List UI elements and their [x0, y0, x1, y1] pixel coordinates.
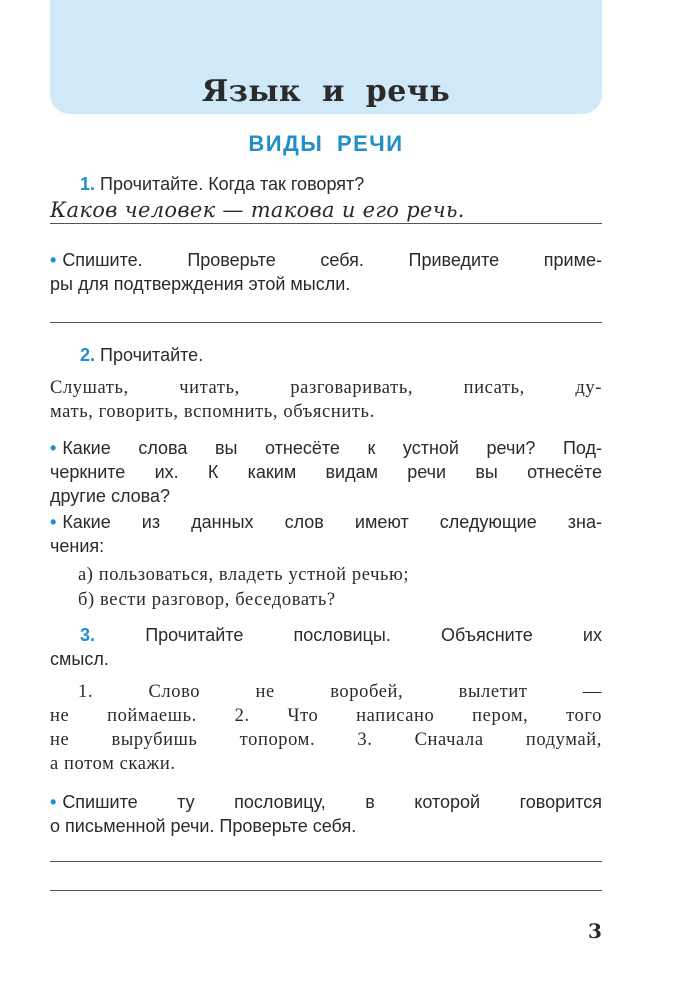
exercise-1-bullet-line-1 [50, 248, 602, 272]
exercise-1-prompt: Прочитайте. Когда так говорят? [100, 174, 365, 194]
exercise-3-prompt-1: Прочитайте пословицы. Объясните их [145, 625, 602, 645]
answer-rule-3 [50, 861, 602, 862]
exercise-2-question-2-line-2: чения: [50, 536, 105, 556]
bullet-icon: • [50, 250, 57, 270]
exercise-3-proverbs-line-2: не поймаешь. 2. Что написано пером, того [50, 706, 602, 726]
exercise-1-prompt-line [80, 172, 364, 196]
exercise-2-question-1-text-1: Какие слова вы отнесёте к устной речи? Под- [62, 438, 602, 458]
exercise-1-number: 1. [80, 174, 96, 194]
exercise-2-question-1-line-3: другие слова? [50, 486, 171, 506]
section-title: ВИДЫ РЕЧИ [248, 131, 404, 156]
bullet-icon: • [50, 792, 57, 812]
exercise-3-task-text-1: Спишите ту пословицу, в которой говорится [62, 792, 602, 812]
answer-rule-1 [50, 223, 602, 224]
exercise-1-bullet-text-1: Спишите. Проверьте себя. Приведите приме- [62, 250, 602, 270]
exercise-2-option-b: б) вести разговор, беседовать? [78, 590, 336, 610]
page-number: 3 [588, 919, 602, 943]
answer-rule-2 [50, 322, 602, 323]
exercise-3-prompt-line-1 [80, 623, 602, 647]
exercise-1-bullet-line-2: ры для подтверждения этой мысли. [50, 274, 351, 294]
exercise-2-question-1-line-2: черкните их. К каким видам речи вы отнесёте [50, 462, 602, 482]
bullet-icon: • [50, 438, 57, 458]
exercise-2-prompt-line [80, 343, 203, 367]
exercise-2-words-line-2: мать, говорить, вспомнить, объяснить. [50, 402, 375, 422]
exercise-3-prompt-line-2: смысл. [50, 649, 109, 669]
handwritten-answer: Каков человек — такова и его речь. [50, 198, 465, 222]
exercise-3-number: 3. [80, 625, 96, 645]
exercise-2-question-1-line-1 [50, 436, 602, 460]
exercise-3-task-line-2: о письменной речи. Проверьте себя. [50, 816, 357, 836]
exercise-2-question-2-line-1 [50, 510, 602, 534]
bullet-icon: • [50, 512, 57, 532]
exercise-3-task-line-1 [50, 790, 602, 814]
exercise-2-question-2-text-1: Какие из данных слов имеют следующие зна- [62, 512, 602, 532]
exercise-2-number: 2. [80, 345, 96, 365]
answer-rule-4 [50, 890, 602, 891]
exercise-2-prompt: Прочитайте. [100, 345, 204, 365]
exercise-3-proverbs-line-3: не вырубишь топором. 3. Сначала подумай, [50, 730, 602, 750]
exercise-3-proverbs-line-1: 1. Слово не воробей, вылетит — [78, 682, 602, 702]
exercise-2-option-a: а) пользоваться, владеть устной речью; [78, 565, 410, 585]
exercise-2-words-line-1: Слушать, читать, разговаривать, писать, ду- [50, 378, 602, 398]
exercise-3-proverbs-line-4: а потом скажи. [50, 754, 176, 774]
chapter-title: Язык и речь [201, 74, 451, 109]
